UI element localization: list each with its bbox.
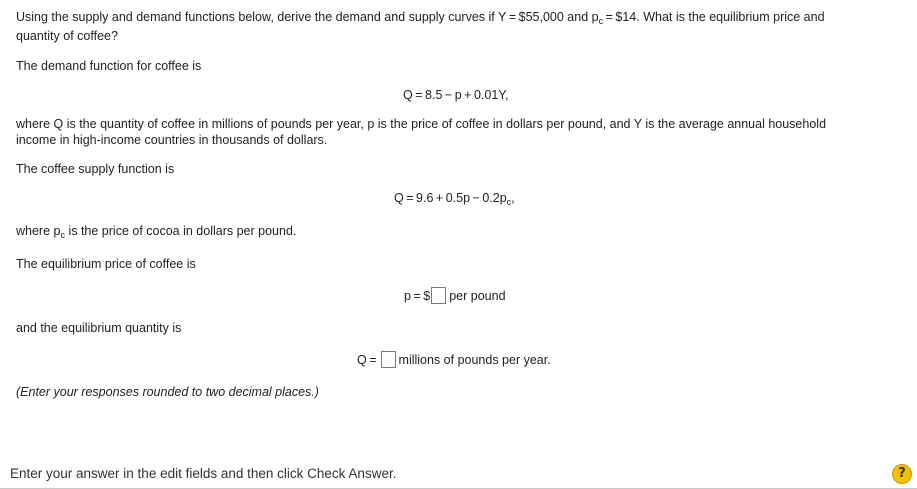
footer-instruction: Enter your answer in the edit fields and then click Check Answer.	[10, 466, 397, 481]
supply-equation	[394, 191, 515, 205]
price-answer-row	[404, 288, 506, 305]
supply-pc-subscript: c	[506, 197, 512, 207]
intro-text-b: = $14. What is the equilibrium price and	[603, 10, 825, 24]
where-pc-text-a: where p	[16, 224, 61, 238]
question-intro-line2: quantity of coffee?	[16, 29, 118, 43]
intro-text-a: Using the supply and demand functions below, derive the demand and supply curves if Y = $55,000 and p	[16, 10, 599, 24]
where-pc-line	[16, 224, 296, 238]
help-icon[interactable]: ?	[892, 464, 912, 484]
eq-price-heading: The equilibrium price of coffee is	[16, 257, 196, 271]
where-q-line1: where Q is the quantity of coffee in millions of pounds per year, p is the price of coffee in dollars per pound, and Y is the average annual household	[16, 117, 827, 131]
price-prefix: p = $	[404, 288, 431, 303]
supply-heading: The coffee supply function is	[16, 162, 175, 176]
where-pc-subscript: c	[60, 230, 65, 240]
demand-equation: Q = 8.5 − p + 0.01Y,	[403, 88, 509, 102]
question-intro-line1	[16, 10, 825, 24]
quantity-input[interactable]	[381, 351, 396, 368]
where-pc-text-b: is the price of cocoa in dollars per pound.	[64, 224, 297, 238]
where-q-line2: income in high-income countries in thousands of dollars.	[16, 133, 328, 147]
supply-eq-comma: ,	[511, 191, 515, 205]
footer-bar	[0, 460, 917, 489]
price-input[interactable]	[431, 287, 446, 304]
rounding-note: (Enter your responses rounded to two decimal places.)	[16, 385, 319, 399]
quantity-suffix: millions of pounds per year.	[398, 352, 551, 367]
eq-quantity-heading: and the equilibrium quantity is	[16, 321, 182, 335]
supply-eq-text: Q = 9.6 + 0.5p − 0.2p	[394, 191, 507, 205]
pc-subscript: c	[598, 16, 604, 26]
quantity-answer-row	[357, 352, 551, 369]
price-suffix: per pound	[449, 288, 506, 303]
demand-heading: The demand function for coffee is	[16, 59, 202, 73]
quantity-prefix: Q =	[357, 352, 377, 367]
